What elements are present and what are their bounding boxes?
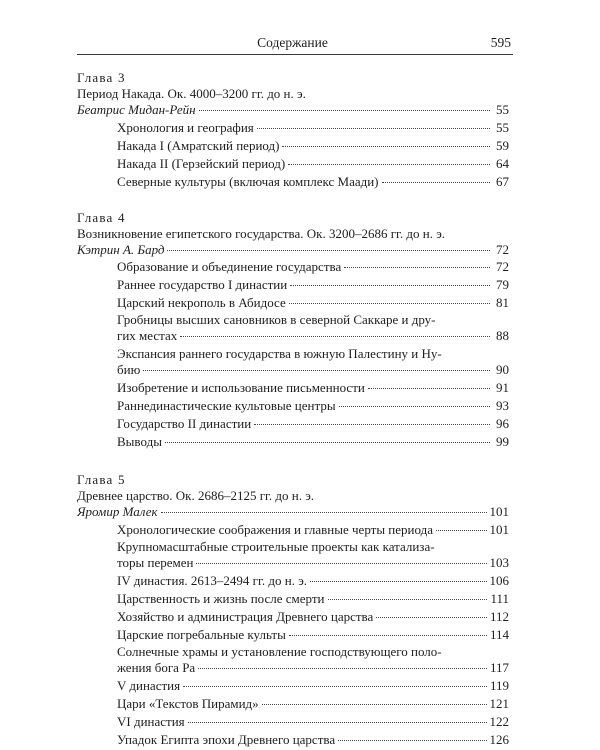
- leader-dots: [262, 704, 487, 705]
- leader-dots: [196, 563, 486, 564]
- toc-entry[interactable]: [77, 416, 509, 432]
- leader-dots: [198, 668, 487, 669]
- toc-entry-page: 67: [496, 174, 509, 189]
- running-header-title: Содержание: [257, 35, 328, 50]
- toc-entry[interactable]: [77, 380, 509, 396]
- toc-entry-page: 103: [489, 555, 509, 570]
- chapter-3-title: Период Накада. Ок. 4000–3200 гг. до н. э.: [77, 86, 306, 101]
- toc-entry-page: 93: [496, 398, 509, 413]
- toc-entry-page: 79: [496, 277, 509, 292]
- toc-entry-title: VI династия: [117, 714, 185, 729]
- toc-entry[interactable]: [77, 138, 509, 154]
- leader-dots: [254, 424, 490, 425]
- toc-entry-title: бию: [117, 362, 141, 377]
- leader-dots: [165, 442, 490, 443]
- toc-entry-page: 64: [496, 156, 509, 171]
- toc-entry-title: Царские погребальные культы: [117, 627, 286, 642]
- toc-entry[interactable]: [77, 714, 509, 730]
- chapter-3-label: Глава 3: [77, 70, 126, 85]
- toc-entry-page: 91: [496, 380, 509, 395]
- toc-entry-page: 106: [489, 573, 509, 588]
- chapter-5-author-entry[interactable]: [77, 504, 509, 520]
- toc-entry-title: Накада II (Герзейский период): [117, 156, 286, 171]
- leader-dots: [161, 512, 487, 513]
- toc-entry-title: торы перемен: [117, 555, 194, 570]
- toc-entry[interactable]: [77, 660, 509, 676]
- header-rule: [77, 54, 513, 55]
- chapter-4-author: Кэтрин А. Бард: [77, 242, 165, 257]
- toc-entry[interactable]: [77, 732, 509, 748]
- leader-dots: [310, 581, 486, 582]
- running-header: [77, 35, 511, 51]
- toc-entry[interactable]: [77, 259, 509, 275]
- chapter-3-author: Беатрис Мидан-Рейн: [77, 102, 196, 117]
- toc-entry-title: Царственность и жизнь после смерти: [117, 591, 325, 606]
- leader-dots: [328, 599, 488, 600]
- leader-dots: [282, 146, 490, 147]
- toc-entry[interactable]: [77, 678, 509, 694]
- toc-entry-page: 59: [496, 138, 509, 153]
- leader-dots: [344, 267, 490, 268]
- leader-dots: [167, 250, 490, 251]
- toc-entry-title: IV династия. 2613–2494 гг. до н. э.: [117, 573, 308, 588]
- toc-entry[interactable]: [77, 609, 509, 625]
- toc-entry-title: Хозяйство и администрация Древнего царства: [117, 609, 374, 624]
- toc-entry-page: 81: [496, 295, 509, 310]
- leader-dots: [290, 285, 490, 286]
- toc-entry-page: 114: [489, 627, 509, 642]
- leader-dots: [288, 164, 490, 165]
- chapter-4-author-entry[interactable]: [77, 242, 509, 258]
- toc-entry-page: 119: [489, 678, 509, 693]
- leader-dots: [376, 617, 487, 618]
- toc-entry-title: Изобретение и использование письменности: [117, 380, 365, 395]
- toc-entry[interactable]: [77, 627, 509, 643]
- chapter-4-title: Возникновение египетского государства. Ок. 3200–2686 гг. до н. э.: [77, 226, 446, 241]
- toc-entry[interactable]: [77, 328, 509, 344]
- toc-entry-title: Раннее государство I династии: [117, 277, 288, 292]
- toc-entry-page: 126: [489, 732, 509, 747]
- toc-entry-title: Хронологические соображения и главные черты периода: [117, 522, 434, 537]
- toc-entry[interactable]: [77, 522, 509, 538]
- chapter-5-label: Глава 5: [77, 472, 126, 487]
- leader-dots: [368, 388, 490, 389]
- page-number: 595: [490, 35, 511, 50]
- leader-dots: [338, 740, 486, 741]
- toc-entry-page: 96: [496, 416, 509, 431]
- toc-entry-page: 99: [496, 434, 509, 449]
- toc-entry[interactable]: [77, 295, 509, 311]
- leader-dots: [289, 635, 487, 636]
- leader-dots: [199, 110, 490, 111]
- leader-dots: [289, 303, 490, 304]
- toc-entry-title: Образование и объединение государства: [117, 259, 342, 274]
- toc-entry-page: 112: [489, 609, 509, 624]
- chapter-5-author: Яромир Малек: [77, 504, 158, 519]
- toc-entry-wrap-line: Гробницы высших сановников в северной Саккаре и дру-: [117, 312, 436, 327]
- toc-entry-wrap-line: Солнечные храмы и установление господствующего поло-: [117, 644, 442, 659]
- toc-entry-page: 88: [496, 328, 509, 343]
- leader-dots: [188, 722, 487, 723]
- toc-entry-wrap-line: Крупномасштабные строительные проекты как катализа-: [117, 539, 435, 554]
- chapter-3-author-page: 55: [496, 102, 509, 117]
- chapter-4-author-page: 72: [496, 242, 509, 257]
- toc-entry[interactable]: [77, 156, 509, 172]
- toc-entry-title: Цари «Текстов Пирамид»: [117, 696, 259, 711]
- toc-entry-title: жения бога Ра: [117, 660, 196, 675]
- chapter-5-title: Древнее царство. Ок. 2686–2125 гг. до н. э.: [77, 488, 315, 503]
- toc-entry-title: гих местах: [117, 328, 178, 343]
- toc-entry-title: V династия: [117, 678, 181, 693]
- toc-entry[interactable]: [77, 174, 509, 190]
- toc-entry[interactable]: [77, 434, 509, 450]
- toc-entry-title: Раннединастические культовые центры: [117, 398, 336, 413]
- toc-entry-page: 117: [489, 660, 509, 675]
- leader-dots: [183, 686, 487, 687]
- toc-entry[interactable]: [77, 277, 509, 293]
- toc-entry-title: Государство II династии: [117, 416, 252, 431]
- toc-entry-page: 101: [489, 522, 509, 537]
- chapter-3-author-entry[interactable]: [77, 102, 509, 118]
- toc-entry[interactable]: [77, 573, 509, 589]
- toc-entry-title: Упадок Египта эпохи Древнего царства: [117, 732, 336, 747]
- toc-entry[interactable]: [77, 591, 509, 607]
- toc-entry[interactable]: [77, 120, 509, 136]
- toc-entry-title: Северные культуры (включая комплекс Маади): [117, 174, 379, 189]
- leader-dots: [436, 530, 486, 531]
- toc-entry-page: 72: [496, 259, 509, 274]
- toc-entry[interactable]: [77, 555, 509, 571]
- toc-entry-title: Выводы: [117, 434, 162, 449]
- toc-entry-page: 55: [496, 120, 509, 135]
- toc-entry-page: 122: [489, 714, 509, 729]
- toc-entry-title: Накада I (Амратский период): [117, 138, 280, 153]
- leader-dots: [382, 182, 490, 183]
- chapter-4-label: Глава 4: [77, 210, 126, 225]
- toc-entry-page: 111: [490, 591, 509, 606]
- leader-dots: [257, 128, 490, 129]
- leader-dots: [143, 370, 490, 371]
- leader-dots: [180, 336, 490, 337]
- toc-entry-wrap-line: Экспансия раннего государства в южную Палестину и Ну-: [117, 346, 442, 361]
- toc-entry-page: 121: [489, 696, 509, 711]
- chapter-5-author-page: 101: [489, 504, 509, 519]
- toc-entry[interactable]: [77, 398, 509, 414]
- toc-entry-title: Хронология и география: [117, 120, 254, 135]
- toc-entry-page: 90: [496, 362, 509, 377]
- toc-entry-title: Царский некрополь в Абидосе: [117, 295, 286, 310]
- toc-entry[interactable]: [77, 362, 509, 378]
- leader-dots: [339, 406, 490, 407]
- toc-entry[interactable]: [77, 696, 509, 712]
